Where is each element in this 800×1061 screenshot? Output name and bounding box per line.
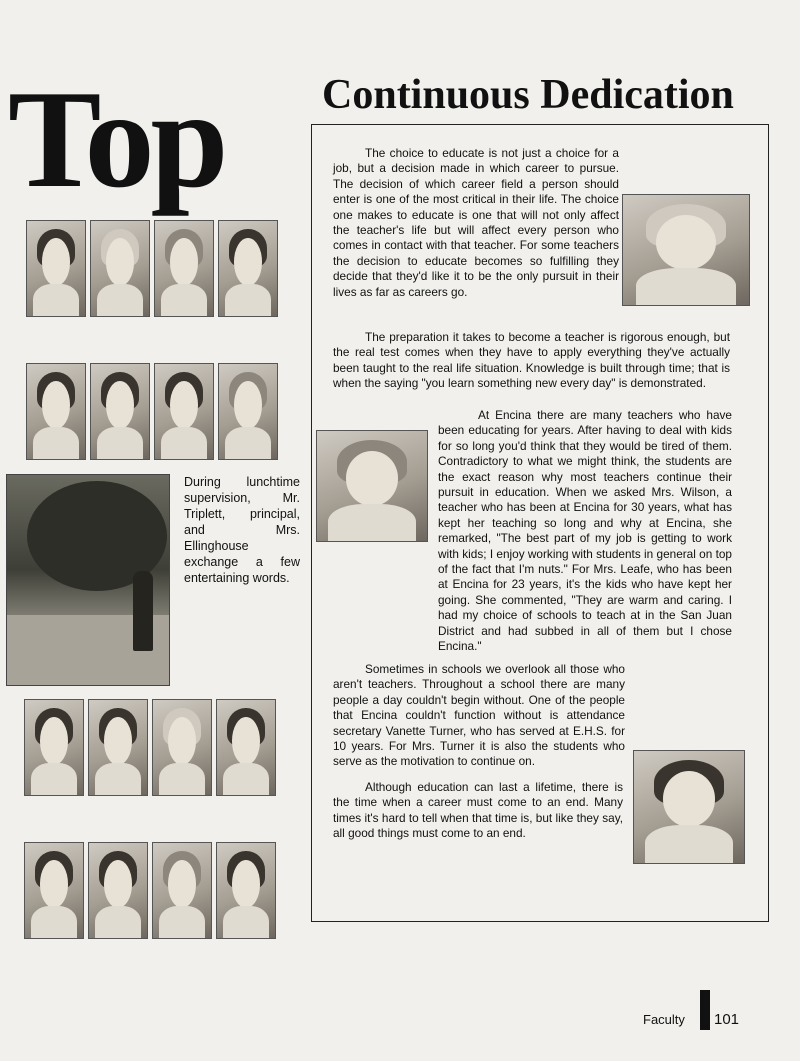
page-number: 101: [714, 1011, 740, 1028]
teacher-photo: [316, 430, 428, 542]
portrait-photo: [154, 363, 214, 460]
article-paragraph: At Encina there are many teachers who have been educating for years. After having to deal with kids for so long you'd think that they would be tired of them. Contradictory to what we might think, the students are the exact reason why most teachers continue their pursuit in education. When we asked Mrs. Wilson, a teacher who has been at Encina for 30 years, what has kept her teaching so long and why at Encina, she remarked, "The best part of my job is getting to work with kids; I enjoy working with students in general on top of the fact that I'm nuts." For Mrs. Leafe, who has been at Encina for 23 years, it's the kids who have kept her going. She commented, "They are warm and caring. I had my choice of schools to teach at in the San Juan District and had subbed in all of them but I chose Encina.": [438, 408, 732, 654]
teacher-photo: [633, 750, 745, 864]
portrait-photo: [154, 220, 214, 317]
article-paragraph: The preparation it takes to become a teacher is rigorous enough, but the real test comes when they have to apply everything they've actually been taught to the real life situation. Knowledge is built through time; that is when the saying "you learn something new every day" is demonstrated.: [333, 330, 730, 391]
portrait-photo: [26, 220, 86, 317]
portrait-photo: [216, 699, 276, 796]
portrait-photo: [24, 842, 84, 939]
portrait-photo: [152, 699, 212, 796]
article-paragraph: Although education can last a lifetime, there is the time when a career must come to an end. Many times it's hard to tell when that time is, but like they say, all good things must come to an end.: [333, 780, 623, 841]
portrait-photo: [218, 220, 278, 317]
portrait-photo: [218, 363, 278, 460]
portrait-photo: [88, 842, 148, 939]
footer-bar: [700, 990, 710, 1030]
teacher-photo: [622, 194, 750, 306]
article-paragraph: Sometimes in schools we overlook all those who aren't teachers. Throughout a school there are many people a day couldn't begin without. One of the people that Encina couldn't function without is attendance secretary Vanette Turner, who has served at E.H.S. for 10 years. For Mrs. Turner it is also the students who serve as the motivation to continue on.: [333, 662, 625, 769]
portrait-photo: [90, 220, 150, 317]
photo-caption: During lunchtime supervision, Mr. Triplett, principal, and Mrs. Ellinghouse exchange a few entertaining words.: [184, 475, 300, 585]
portrait-photo: [90, 363, 150, 460]
article-paragraph: The choice to educate is not just a choice for a job, but a decision made in which career to pursue. The decision of which career field a person should enter is one of the most critical in their life. The choice one makes to educate is one that will not only affect the teacher's life but will affect every person who comes in contact with that teacher. For some teachers the decision to educate becomes so fulfilling they decide that they'd like it to be the only pursuit in their lives as far as careers go.: [333, 146, 619, 299]
portrait-photo: [152, 842, 212, 939]
footer-section-label: Faculty: [643, 1012, 685, 1027]
portrait-photo: [88, 699, 148, 796]
portrait-photo: [216, 842, 276, 939]
article-headline: Continuous Dedication: [322, 72, 734, 118]
section-title: Top: [8, 62, 225, 217]
portrait-photo: [24, 699, 84, 796]
lunchtime-supervision-photo: [6, 474, 170, 686]
portrait-photo: [26, 363, 86, 460]
